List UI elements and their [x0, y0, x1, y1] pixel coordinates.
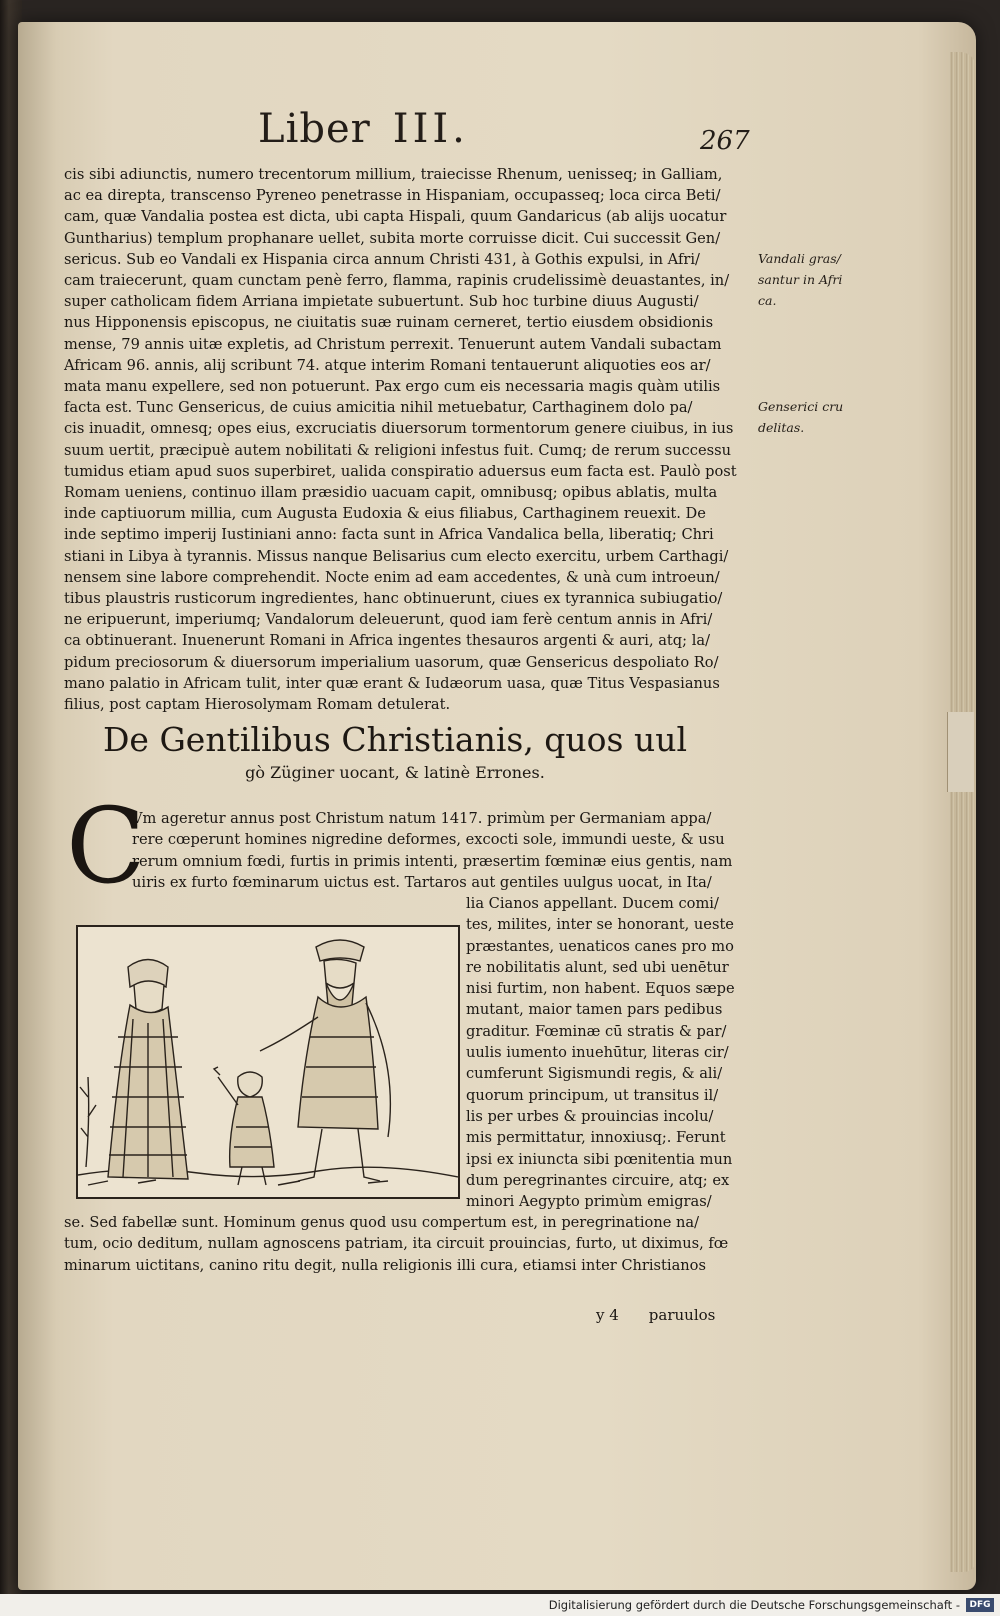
folio-number: 267: [700, 126, 750, 156]
margin-note-genserici: [758, 396, 858, 438]
text-line: rerum omnium fœdi, furtis in primis intenti, præsertim fœminæ eius gentis, nam: [132, 852, 733, 870]
paragraph-beside-woodcut: [466, 893, 735, 1212]
text-line: tibus plaustris rusticorum ingredientes, hanc obtinuerunt, ciues ex tyrannica subiugatio/: [64, 590, 723, 608]
section-heading: [0, 718, 790, 784]
text-line: nensem sine labore comprehendit. Nocte enim ad eam accedentes, & unà cum introeun/: [64, 568, 720, 586]
section-title: De Gentilibus Christianis, quos uul: [102, 720, 688, 759]
text-line: cam, quæ Vandalia postea est dicta, ubi capta Hispali, quum Gandaricus (ab alijs uocatur: [64, 208, 727, 226]
text-line: pidum preciosorum & diuersorum imperialium uasorum, quæ Gensericus despoliato Ro/: [64, 653, 719, 671]
text-line: minori Aegypto primùm emigras/: [466, 1193, 712, 1211]
digitization-footer: [0, 1594, 1000, 1616]
text-line: Romam ueniens, continuo illam præsidio uacuam capit, omnibusq; opibus ablatis, multa: [64, 484, 718, 502]
text-line: mata manu expellere, sed non potuerunt. Pax ergo cum eis necessaria magis quàm utilis: [64, 378, 721, 396]
text-line: mano palatio in Africam tulit, inter quæ erant & Iudæorum uasa, quæ Titus Vespasianus: [64, 674, 720, 692]
text-line: sericus. Sub eo Vandali ex Hispania circa annum Christi 431, à Gothis expulsi, in Afri/: [64, 250, 700, 268]
footer-credit-text: Digitalisierung gefördert durch die Deutsche Forschungsgemeinschaft -: [548, 1598, 960, 1612]
running-head-numeral: III.: [392, 106, 469, 152]
drop-cap-initial: C: [66, 785, 146, 907]
text-line: dum peregrinantes circuire, atq; ex: [466, 1171, 730, 1189]
text-line: super catholicam fidem Arriana impietate subuertunt. Sub hoc turbine diuus Augusti/: [64, 293, 699, 311]
text-line: inde captiuorum millia, cum Augusta Eudoxia & eius filiabus, Carthaginem reuexit. De: [64, 505, 706, 523]
margin-note-line: delitas.: [758, 420, 805, 435]
catchword-line: [596, 1306, 715, 1324]
text-line: lia Cianos appellant. Ducem comi/: [466, 895, 719, 912]
text-line: graditur. Fœminæ cū stratis & par/: [466, 1022, 727, 1040]
text-line: mense, 79 annis uitæ expletis, ad Christum perrexit. Tenuerunt autem Vandali subactam: [64, 335, 722, 353]
paragraph-beside-initial: [132, 808, 732, 893]
dfg-logo: DFG: [966, 1598, 994, 1612]
margin-note-line: ca.: [758, 293, 777, 308]
page-tab-marker: [947, 712, 974, 792]
woodcut-illustration: [76, 925, 460, 1199]
text-line: cumferunt Sigismundi regis, & ali/: [466, 1065, 723, 1083]
page-fore-edge: [950, 52, 976, 1572]
text-line: stiani in Libya à tyrannis. Missus nanque Belisarius cum electo exercitu, urbem Carthagi/: [64, 547, 729, 565]
text-line: ca obtinuerant. Inuenerunt Romani in Africa ingentes thesauros argenti & auri, atq; la/: [64, 632, 710, 650]
text-line: cis inuadit, omnesq; opes eius, excruciatis diuersorum tormentorum genere ciuibus, in ius: [64, 420, 734, 438]
text-line: facta est. Tunc Gensericus, de cuius amicitia nihil metuebatur, Carthaginem dolo pa/: [64, 399, 693, 417]
text-line: cis sibi adiunctis, numero trecentorum millium, traiecisse Rhenum, uenisseq; in Galliam,: [64, 166, 723, 183]
running-head: [258, 106, 469, 152]
catchword: paruulos: [648, 1306, 716, 1324]
text-line: filius, post captam Hierosolymam Romam detulerat.: [64, 696, 451, 714]
text-line: nus Hipponensis episcopus, ne ciuitatis suæ ruinam cerneret, tertio eiusdem obsidionis: [64, 314, 714, 332]
text-line: Africam 96. annis, alij scribunt 74. atque interim Romani tentauerunt aliquoties eos ar/: [64, 356, 711, 374]
text-line: uiris ex furto fœminarum uictus est. Tartaros aut gentiles uulgus uocat, in Ita/: [132, 873, 712, 891]
text-line: lis per urbes & prouincias incolu/: [466, 1107, 714, 1125]
text-line: mutant, maior tamen pars pedibus: [466, 1001, 723, 1019]
running-head-title: Liber: [258, 106, 371, 152]
text-line: rere cœperunt homines nigredine deformes, excocti sole, immundi ueste, & usu: [132, 831, 725, 849]
woodcut-figures-image: [78, 927, 458, 1197]
text-line: quorum principum, ut transitus il/: [466, 1086, 719, 1104]
text-line: præstantes, uenaticos canes pro mo: [466, 937, 734, 955]
text-line: ne eripuerunt, imperiumq; Vandalorum deleuerunt, quod iam ferè centum annis in Afri/: [64, 611, 713, 629]
text-line: mis permittatur, innoxiusq;. Ferunt: [466, 1129, 726, 1147]
text-line: uulis iumento inuehūtur, literas cir/: [466, 1044, 729, 1062]
text-line: tum, ocio deditum, nullam agnoscens patriam, ita circuit prouincias, furto, ut diximus, fœ: [64, 1235, 729, 1253]
text-line: ipsi ex iniuncta sibi pœnitentia mun: [466, 1150, 733, 1168]
text-line: nisi furtim, non habent. Equos sæpe: [466, 980, 735, 998]
paragraph-full-width: [64, 1212, 728, 1276]
margin-note-vandali: [758, 248, 858, 311]
text-line: ac ea direpta, transcenso Pyreneo penetrasse in Hispaniam, occupasseq; loca circa Beti/: [64, 187, 721, 205]
text-line: minarum uictitans, canino ritu degit, nulla religionis illi cura, etiamsi inter Christianos: [64, 1256, 706, 1274]
signature-mark: y 4: [596, 1306, 619, 1324]
text-line: inde septimo imperij Iustiniani anno: facta sunt in Africa Vandalica bella, liberatiq; Chri: [64, 526, 714, 544]
text-line: cam traiecerunt, quam cunctam penè ferro, flamma, rapinis crudelissimè deuastantes, in/: [64, 272, 730, 290]
text-line: tumidus etiam apud suos superbiret, ualida conspiratio aduersus eum facta est. Paulò post: [64, 462, 737, 480]
margin-note-line: santur in Afri: [758, 272, 843, 287]
section-subtitle: gò Züginer uocant, & latinè Errones.: [245, 763, 545, 782]
text-line: re nobilitatis alunt, sed ubi uenētur: [466, 958, 729, 976]
margin-note-line: Genserici cru: [758, 399, 844, 414]
text-line: tes, milites, inter se honorant, ueste: [466, 916, 734, 934]
text-line: se. Sed fabellæ sunt. Hominum genus quod usu compertum est, in peregrinatione na/: [64, 1214, 700, 1231]
text-line: Vm ageretur annus post Christum natum 1417. primùm per Germaniam appa/: [132, 810, 712, 827]
main-text-block: [64, 164, 754, 715]
margin-note-line: Vandali gras/: [758, 251, 841, 266]
text-line: suum uertit, præcipuè autem nobilitati & religioni infestus fuit. Cumq; de rerum successu: [64, 441, 731, 459]
text-line: Guntharius) templum prophanare uellet, subita morte corruisse dicit. Cui successit Gen/: [64, 229, 721, 247]
